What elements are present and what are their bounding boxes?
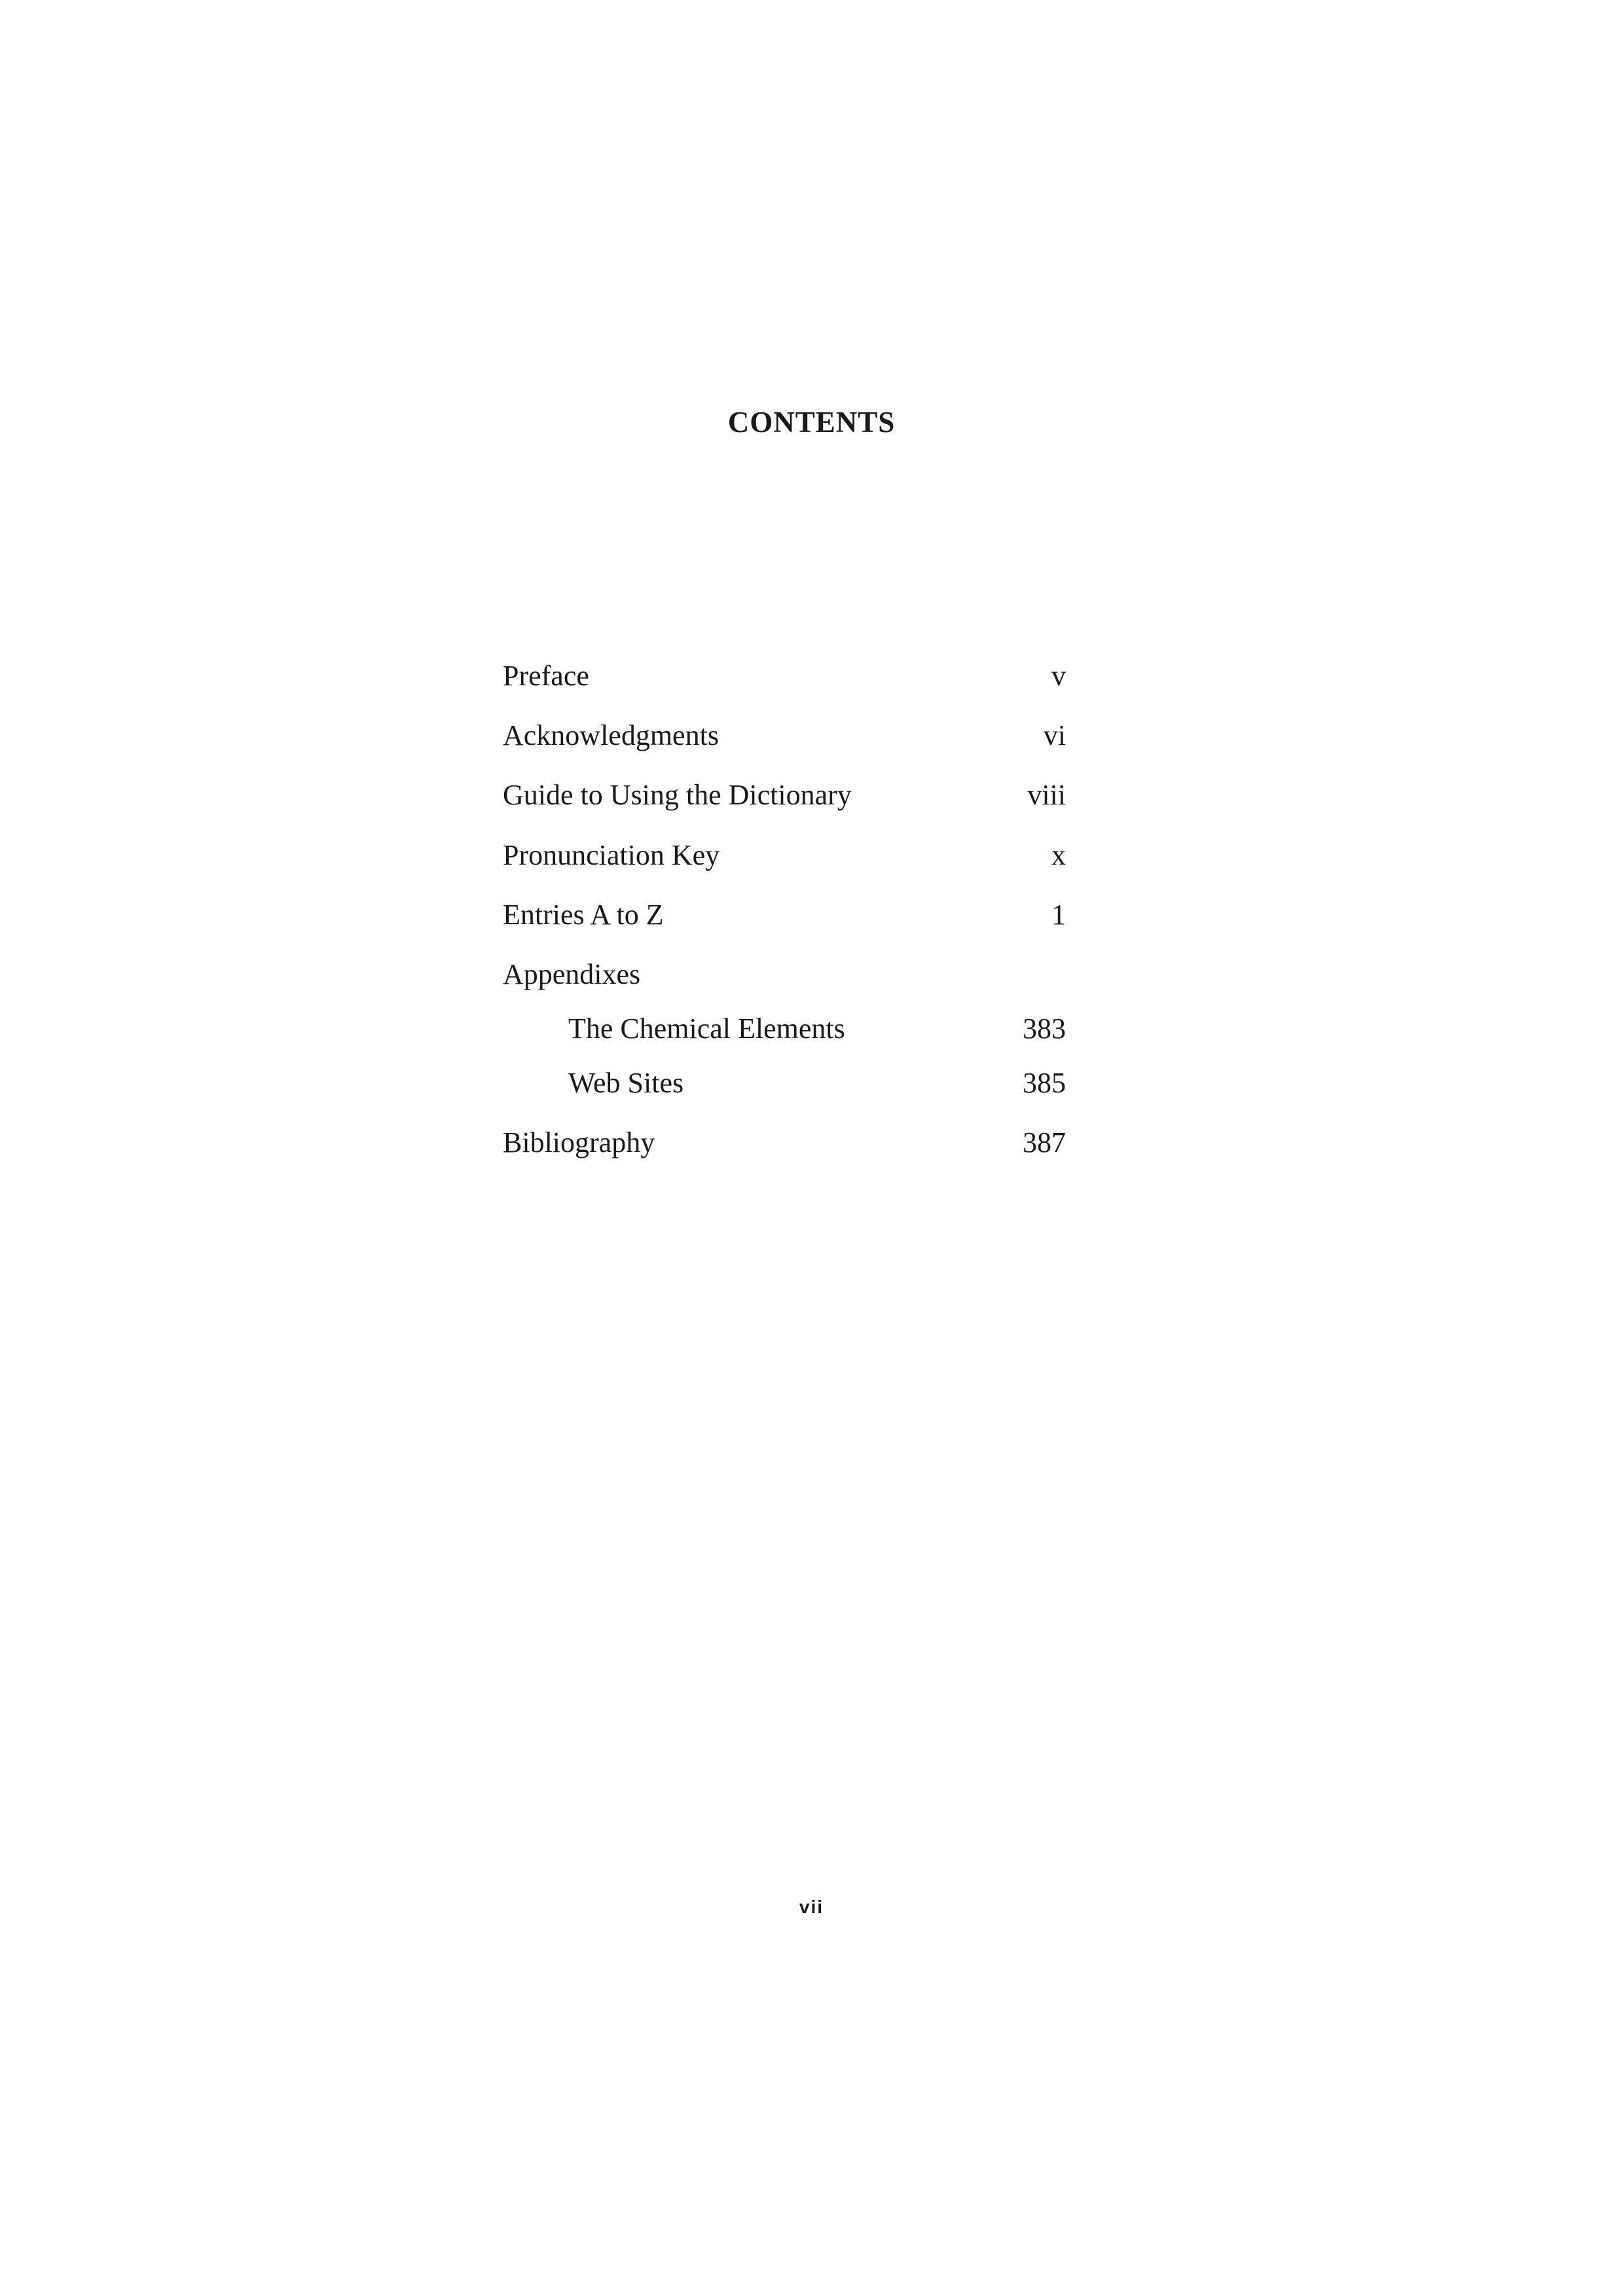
toc-entry-label: The Chemical Elements bbox=[568, 1013, 845, 1045]
toc-entry-pronunciation-key bbox=[503, 836, 1066, 875]
toc-entry-label: Acknowledgments bbox=[503, 719, 719, 751]
toc-subentry-chemical-elements bbox=[503, 1009, 1066, 1049]
toc-entry-page: viii bbox=[1027, 779, 1066, 811]
toc-entry-page: 1 bbox=[1051, 899, 1066, 931]
toc-entry-appendixes bbox=[503, 955, 1066, 994]
toc-entry-label: Web Sites bbox=[568, 1067, 684, 1099]
toc-entry-page: 385 bbox=[1023, 1067, 1066, 1099]
toc-entry-page: 383 bbox=[1023, 1013, 1066, 1045]
toc-entry-label: Preface bbox=[503, 660, 589, 692]
toc-entry-label: Bibliography bbox=[503, 1126, 655, 1158]
toc-entry-preface bbox=[503, 656, 1066, 696]
toc-entry-entries bbox=[503, 895, 1066, 935]
page-title: CONTENTS bbox=[727, 406, 896, 439]
toc-entry-guide bbox=[503, 776, 1066, 815]
toc-entry-acknowledgments bbox=[503, 716, 1066, 755]
page-number: vii bbox=[799, 1897, 824, 1917]
toc-entry-label: Entries A to Z bbox=[503, 899, 664, 931]
toc-entry-page: vi bbox=[1043, 719, 1066, 751]
toc-entry-label: Guide to Using the Dictionary bbox=[503, 779, 852, 811]
toc-entry-bibliography bbox=[503, 1123, 1066, 1162]
toc-entry-page: 387 bbox=[1023, 1126, 1066, 1158]
toc-entry-page: x bbox=[1051, 839, 1066, 871]
toc-entry-label: Pronunciation Key bbox=[503, 839, 720, 871]
toc-entry-page: v bbox=[1051, 660, 1066, 692]
toc-entry-label: Appendixes bbox=[503, 958, 641, 990]
toc-subentry-web-sites bbox=[503, 1064, 1066, 1103]
